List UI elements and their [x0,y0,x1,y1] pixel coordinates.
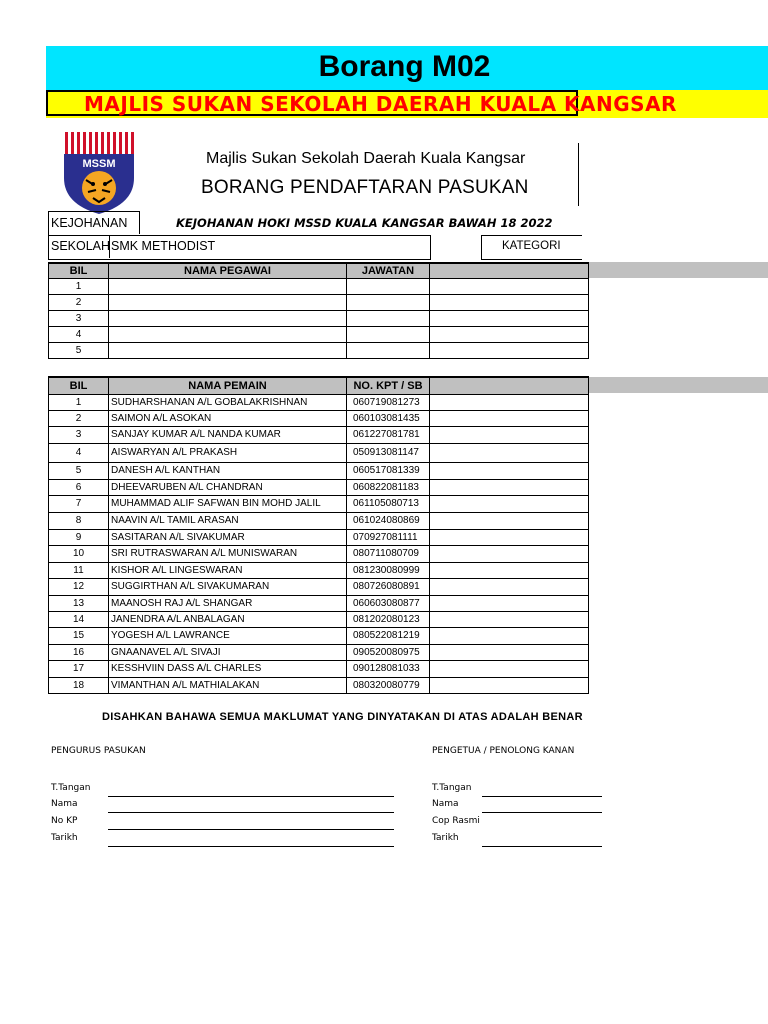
table-row [49,562,589,578]
players-header-nama: NAMA PEMAIN [109,377,347,394]
player-bil: 11 [49,562,109,578]
player-nama[interactable]: DANESH A/L KANTHAN [109,462,347,479]
left-label-ttangan: T.Tangan [51,783,91,793]
player-nama[interactable]: VIMANTHAN A/L MATHIALAKAN [109,677,347,693]
player-nama[interactable]: SRI RUTRASWARAN A/L MUNISWARAN [109,545,347,562]
player-kpt[interactable]: 080320080779 [347,677,430,693]
officials-header-extension [578,262,768,278]
table-row [49,479,589,495]
player-nama[interactable]: MAANOSH RAJ A/L SHANGAR [109,595,347,611]
players-header-kpt: NO. KPT / SB [347,377,430,394]
player-kpt[interactable]: 061227081781 [347,426,430,443]
player-bil: 13 [49,595,109,611]
organization-name: Majlis Sukan Sekolah Daerah Kuala Kangsar [206,150,526,167]
player-nama[interactable]: NAAVIN A/L TAMIL ARASAN [109,512,347,529]
player-nama[interactable]: SUDHARSHANAN A/L GOBALAKRISHNAN [109,394,347,410]
player-kpt[interactable]: 081230080999 [347,562,430,578]
players-header-extra [430,377,589,394]
player-kpt[interactable]: 060103081435 [347,410,430,426]
player-kpt[interactable]: 080726080891 [347,578,430,595]
right-label-tarikh: Tarikh [432,833,459,843]
form-code-title: Borang M02 [318,50,491,83]
form-title: BORANG PENDAFTARAN PASUKAN [201,177,529,198]
table-row [49,426,589,443]
right-date-line[interactable] [482,846,602,847]
player-extra [430,562,589,578]
left-signature-line[interactable] [108,796,394,797]
table-row [49,495,589,512]
table-row [49,611,589,627]
player-bil: 10 [49,545,109,562]
right-label-cop: Cop Rasmi [432,816,480,826]
table-row [49,529,589,545]
player-nama[interactable]: SAIMON A/L ASOKAN [109,410,347,426]
official-jawatan[interactable] [347,342,430,358]
table-row [49,443,589,462]
official-bil: 4 [49,326,109,342]
player-extra [430,462,589,479]
officials-header-bil: BIL [49,263,109,278]
official-bil: 2 [49,294,109,310]
player-bil: 7 [49,495,109,512]
official-jawatan[interactable] [347,278,430,294]
player-bil: 2 [49,410,109,426]
kategori-label: KATEGORI [502,240,561,252]
subtitle-text: MAJLIS SUKAN SEKOLAH DAERAH KUALA KANGSAR [84,92,677,116]
mssm-logo [60,130,138,216]
left-signatory-title: PENGURUS PASUKAN [51,746,146,756]
player-nama[interactable]: SASITARAN A/L SIVAKUMAR [109,529,347,545]
player-bil: 3 [49,426,109,443]
player-extra [430,529,589,545]
player-extra [430,644,589,660]
right-label-nama: Nama [432,799,459,809]
officials-header-nama: NAMA PEGAWAI [109,263,347,278]
player-bil: 16 [49,644,109,660]
player-extra [430,495,589,512]
player-kpt[interactable]: 081202080123 [347,611,430,627]
player-bil: 12 [49,578,109,595]
players-header-bil: BIL [49,377,109,394]
right-signatory-title: PENGETUA / PENOLONG KANAN [432,746,575,756]
player-kpt[interactable]: 060603080877 [347,595,430,611]
left-name-line[interactable] [108,812,394,813]
player-extra [430,677,589,693]
player-kpt[interactable]: 090520080975 [347,644,430,660]
right-name-line[interactable] [482,812,602,813]
player-extra [430,410,589,426]
player-extra [430,611,589,627]
player-nama[interactable]: DHEEVARUBEN A/L CHANDRAN [109,479,347,495]
official-jawatan[interactable] [347,310,430,326]
player-kpt[interactable]: 060822081183 [347,479,430,495]
player-bil: 5 [49,462,109,479]
player-kpt[interactable]: 080522081219 [347,627,430,644]
player-bil: 1 [49,394,109,410]
table-row [49,677,589,693]
subtitle-box [46,90,677,116]
player-nama[interactable]: MUHAMMAD ALIF SAFWAN BIN MOHD JALIL [109,495,347,512]
official-bil: 5 [49,342,109,358]
sekolah-value: SMK METHODIST [111,239,216,253]
officials-table [48,262,589,359]
table-row [49,660,589,677]
kejohanan-label: KEJOHANAN [51,216,128,230]
player-bil: 14 [49,611,109,627]
official-bil: 3 [49,310,109,326]
kejohanan-value: KEJOHANAN HOKI MSSD KUALA KANGSAR BAWAH 18 2022 [176,216,553,230]
players-header-extension [578,377,768,393]
table-row [49,342,589,358]
header-right-border [578,143,579,206]
player-nama[interactable]: KESSHVIIN DASS A/L CHARLES [109,660,347,677]
player-bil: 8 [49,512,109,529]
sekolah-label: SEKOLAH [51,239,111,253]
player-kpt[interactable]: 061024080869 [347,512,430,529]
player-bil: 15 [49,627,109,644]
logo-stripes [64,132,134,154]
table-row [49,326,589,342]
player-extra [430,512,589,529]
player-bil: 6 [49,479,109,495]
player-kpt[interactable]: 060517081339 [347,462,430,479]
player-nama[interactable]: KISHOR A/L LINGESWARAN [109,562,347,578]
player-nama[interactable]: AISWARYAN A/L PRAKASH [109,443,347,462]
official-nama[interactable] [109,278,347,294]
table-row [49,394,589,410]
declaration: DISAHKAN BAHAWA SEMUA MAKLUMAT YANG DINYATAKAN DI ATAS ADALAH BENAR [102,711,583,723]
player-nama[interactable]: YOGESH A/L LAWRANCE [109,627,347,644]
right-label-ttangan: T.Tangan [432,783,472,793]
table-row [49,545,589,562]
table-row [49,294,589,310]
player-bil: 9 [49,529,109,545]
left-date-line[interactable] [108,846,394,847]
player-kpt[interactable]: 090128081033 [347,660,430,677]
players-table [48,376,589,694]
table-row [49,462,589,479]
player-nama[interactable]: JANENDRA A/L ANBALAGAN [109,611,347,627]
player-nama[interactable]: SANJAY KUMAR A/L NANDA KUMAR [109,426,347,443]
player-kpt[interactable]: 080711080709 [347,545,430,562]
table-row [49,595,589,611]
left-label-nama: Nama [51,799,78,809]
table-row [49,278,589,294]
player-bil: 4 [49,443,109,462]
table-row [49,627,589,644]
officials-header-jawatan: JAWATAN [347,263,430,278]
player-extra [430,578,589,595]
player-extra [430,443,589,462]
official-nama[interactable] [109,310,347,326]
left-label-nokp: No KP [51,816,78,826]
official-nama[interactable] [109,294,347,310]
player-kpt[interactable]: 070927081111 [347,529,430,545]
officials-header-extra [430,263,589,278]
left-nokp-line[interactable] [108,829,394,830]
player-bil: 17 [49,660,109,677]
player-extra [430,545,589,562]
table-row [49,644,589,660]
kejohanan-divider [139,211,140,234]
player-nama[interactable]: GNAANAVEL A/L SIVAJI [109,644,347,660]
official-nama[interactable] [109,326,347,342]
table-row [49,310,589,326]
player-kpt[interactable]: 061105080713 [347,495,430,512]
left-label-tarikh: Tarikh [51,833,78,843]
player-bil: 18 [49,677,109,693]
logo-text: MSSM [82,158,116,170]
right-signature-line[interactable] [482,796,602,797]
official-jawatan[interactable] [347,294,430,310]
table-row [49,410,589,426]
player-extra [430,595,589,611]
tiger-face [82,171,116,205]
player-extra [430,660,589,677]
official-nama[interactable] [109,342,347,358]
table-row [49,512,589,529]
player-kpt[interactable]: 060719081273 [347,394,430,410]
player-extra [430,426,589,443]
player-kpt[interactable]: 050913081147 [347,443,430,462]
player-extra [430,479,589,495]
official-bil: 1 [49,278,109,294]
player-extra [430,627,589,644]
player-extra [430,394,589,410]
player-nama[interactable]: SUGGIRTHAN A/L SIVAKUMARAN [109,578,347,595]
table-row [49,578,589,595]
official-jawatan[interactable] [347,326,430,342]
